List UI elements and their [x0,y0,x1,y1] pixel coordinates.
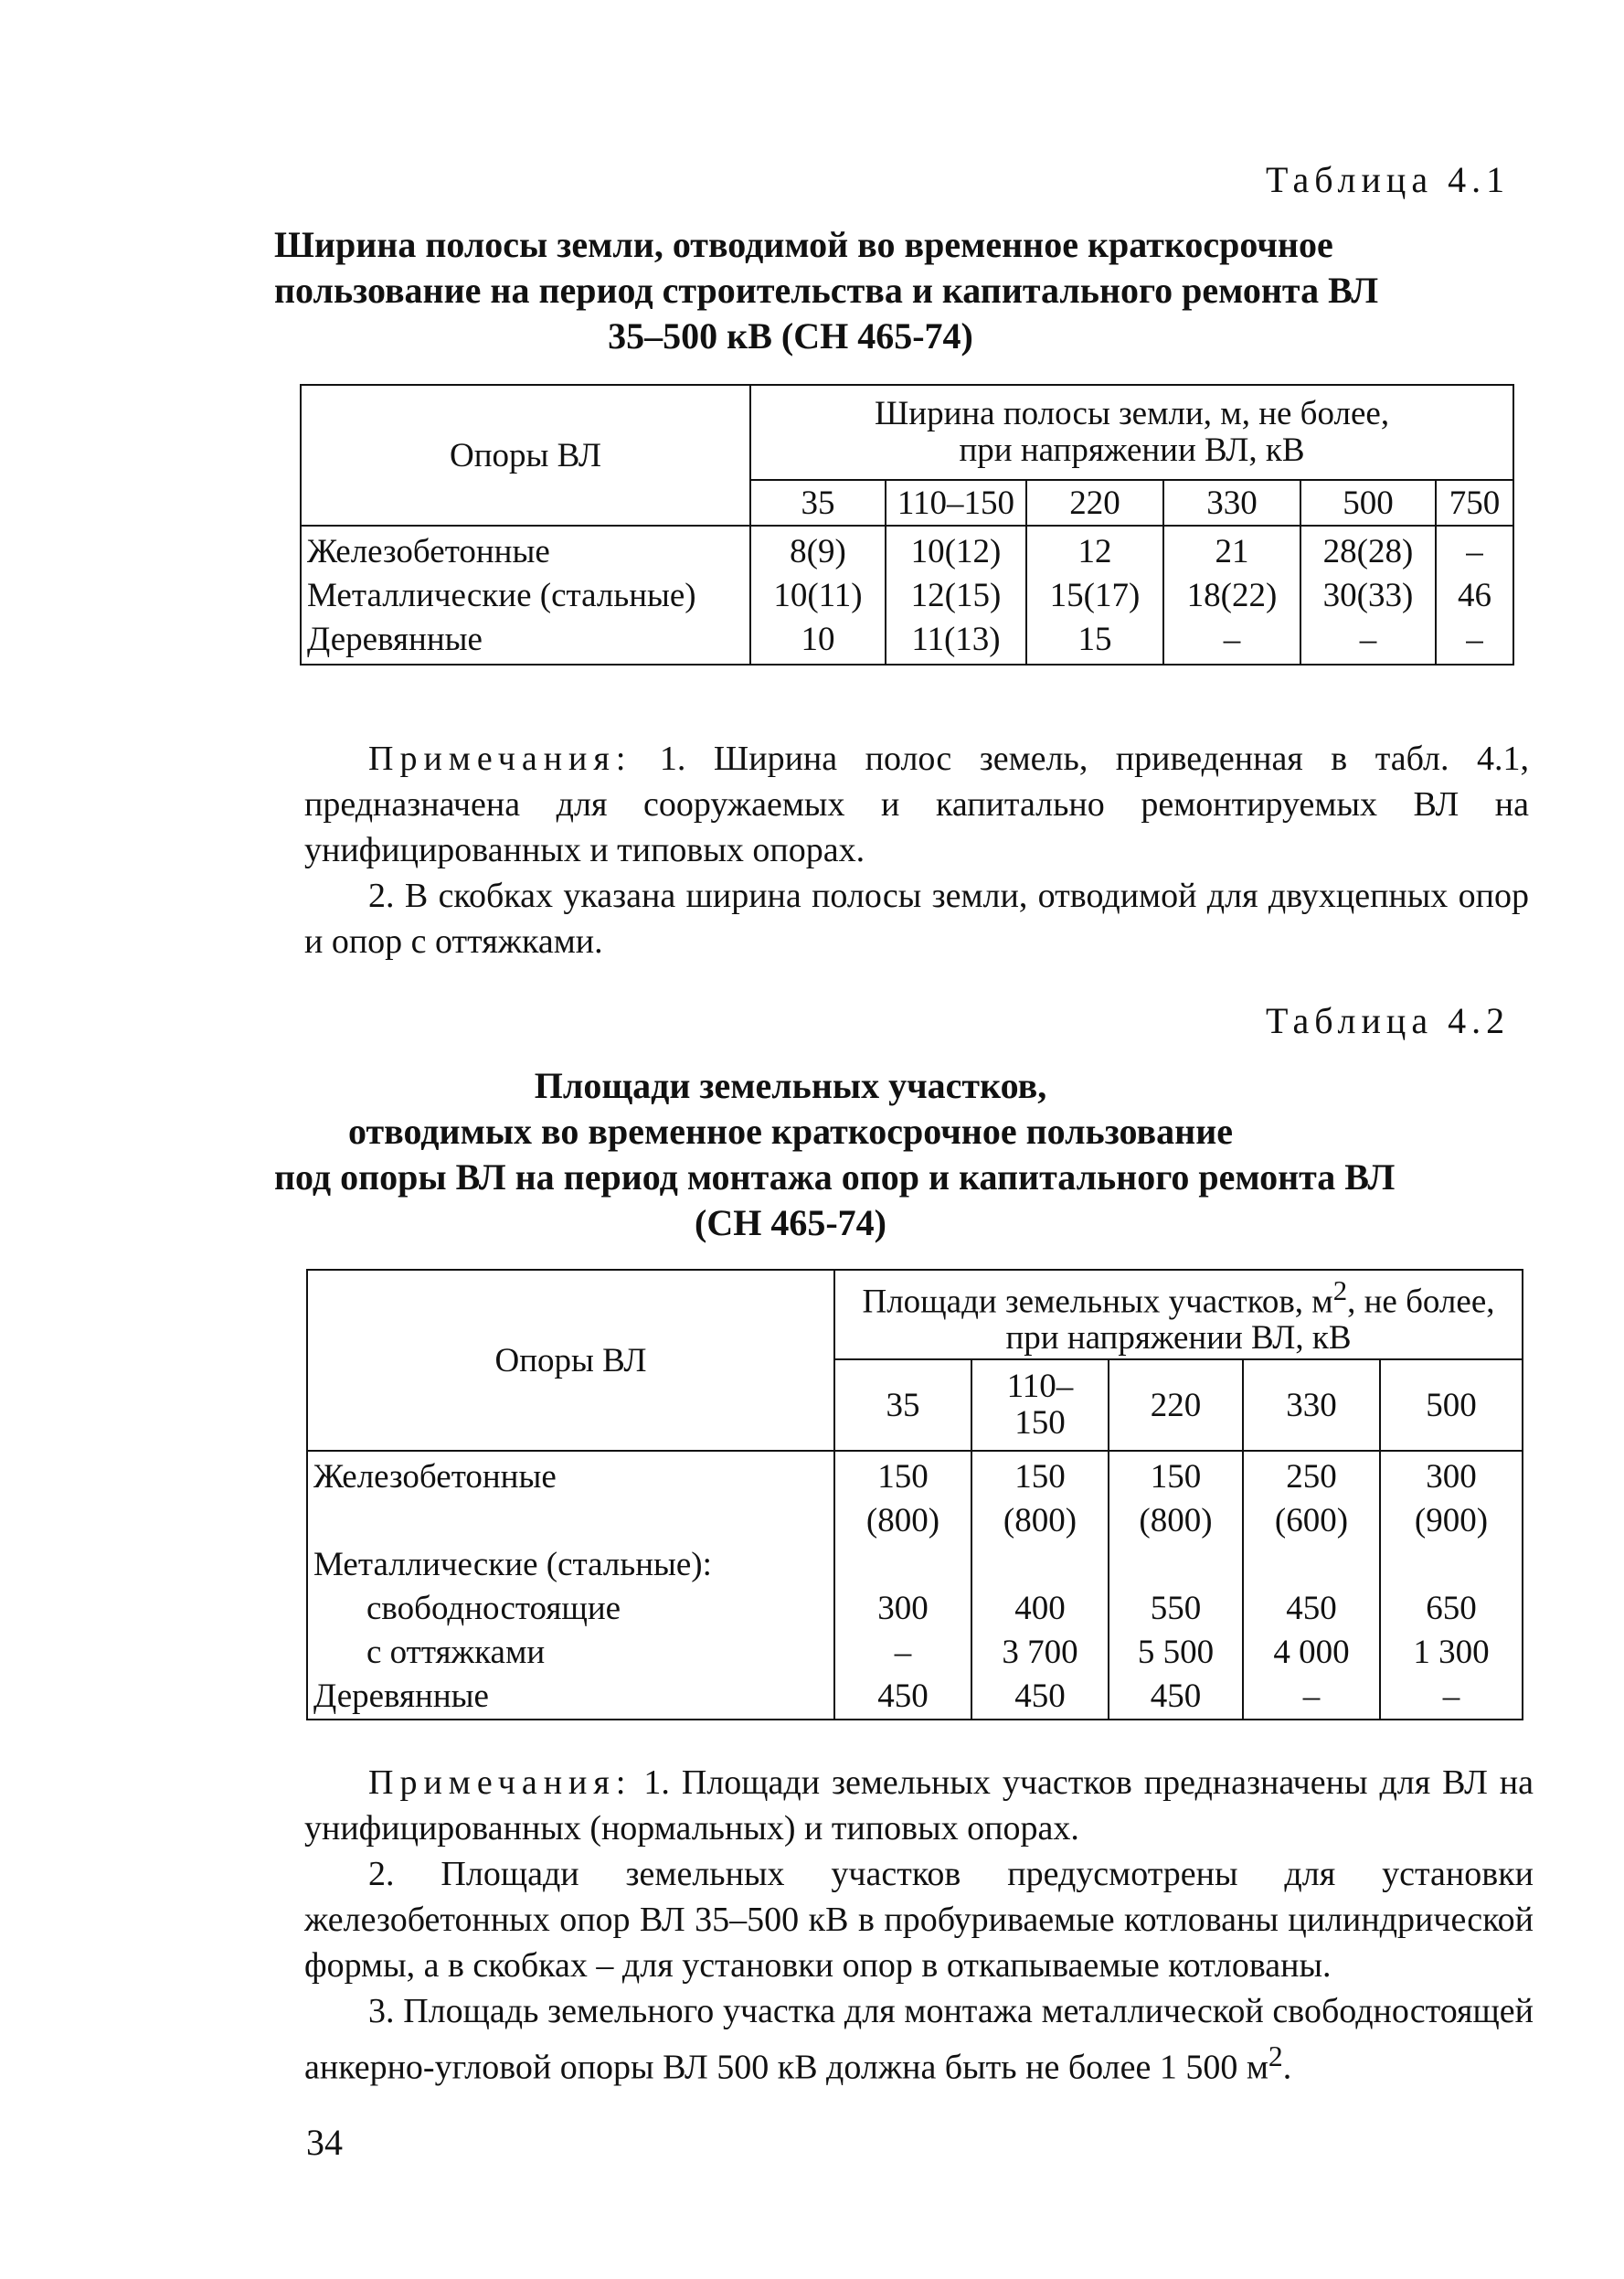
table-cell: – [894,1634,912,1671]
header-row-label: Опоры ВЛ [301,385,750,526]
note: 2. В скобках указана ширина полосы земли, отводимой для двухцепных опор и опор с оттяжками. [304,877,1529,961]
voltage-header: 220 [1109,1359,1243,1451]
table-cell: 15(17) [1049,577,1141,614]
voltage-header: 35 [834,1359,971,1451]
table-cell: 11(13) [911,621,1001,658]
table-cell: 150 [1014,1458,1066,1496]
table-cell: 4 000 [1273,1634,1350,1671]
table-cell: 3 700 [1002,1634,1078,1671]
table-cell: (600) [1274,1502,1349,1539]
table-cell: 550 [1150,1590,1202,1627]
table-cell: 10 [801,621,835,658]
voltage-header: 500 [1380,1359,1523,1451]
table-cell: 10(12) [910,533,1002,570]
row-labels [307,1451,834,1720]
table-cell: 450 [1150,1677,1202,1715]
title-line: под опоры ВЛ на период монтажа опор и капитального ремонта ВЛ [274,1156,1396,1198]
table-cell: 30(33) [1322,577,1414,614]
voltage-header: 500 [1300,480,1436,526]
table-cell: – [1466,533,1483,570]
value-column [1243,1451,1380,1720]
value-column [886,526,1026,665]
land-strip-width-table [300,384,1514,666]
row-labels [301,526,750,665]
table-cell: – [1223,621,1241,658]
table-title [274,1063,1396,1246]
table-cell: 1 300 [1413,1634,1490,1671]
table-cell: 5 500 [1137,1634,1215,1671]
row-label: Деревянные [307,621,483,658]
row-label: с оттяжками [366,1634,546,1671]
table-cell: 8(9) [790,533,846,570]
title-line: Ширина полосы земли, отводимой во временное краткосрочное [274,224,1333,265]
note [304,1760,1534,1851]
table-cell: 650 [1426,1590,1477,1627]
table-cell: 21 [1215,533,1249,570]
table-notes [304,1760,1534,2091]
row-label: Железобетонные [313,1458,557,1496]
header-row-label: Опоры ВЛ [307,1270,834,1451]
table-cell: – [1442,1677,1460,1715]
row-label: Металлические (стальные) [307,577,696,614]
table-cell: 12 [1077,533,1112,570]
title-line: Площади земельных участков, [534,1065,1047,1106]
table-cell: 450 [1286,1590,1337,1627]
value-column [750,526,886,665]
value-column [1026,526,1163,665]
notes-lead: Примечания: [368,740,632,778]
value-column [1436,526,1513,665]
note-text: 1. Площади земельных участков предназначены для ВЛ на унифицированных (нормальных) и типовых опорах. [304,1763,1534,1848]
title-line: 35–500 кВ (СН 465-74) [608,315,973,357]
table-cell: 400 [1014,1590,1066,1627]
note: 2. Площади земельных участков предусмотрены для установки железобетонных опор ВЛ 35–500 кВ в пробуриваемые котлованы цилиндрической формы, а в скобках – для установки опор в откапываемые котлованы. [304,1855,1534,1985]
row-label: Железобетонные [307,533,550,570]
table-cell: – [1302,1677,1321,1715]
header-group-line: Площади земельных участков, $м^2$, не более, [862,1274,1495,1321]
note-text: 1. Ширина полос земель, приведенная в табл. 4.1, предназначена для сооружаемых и капитально ремонтируемых ВЛ на унифицированных и типовых опорах. [304,740,1529,869]
header-group [834,1270,1523,1359]
value-column [1380,1451,1523,1720]
table-cell: 450 [877,1677,929,1715]
table-title [274,222,1379,359]
voltage-header: 110– 150 [971,1359,1109,1451]
voltage-header: 220 [1026,480,1163,526]
table-cell: 46 [1458,577,1491,614]
table-cell: 12(15) [910,577,1002,614]
table-notes [304,736,1529,964]
value-column [1163,526,1300,665]
voltage-header: 35 [750,480,886,526]
table-cell: 18(22) [1186,577,1278,614]
table-label: Таблица 4.2 [1266,1000,1511,1041]
table-cell: – [1466,621,1483,658]
voltage-header: 330 [1163,480,1300,526]
value-column [834,1451,971,1720]
note [304,736,1529,873]
land-plot-area-table [306,1269,1523,1720]
table-cell: 150 [1150,1458,1202,1496]
title-line: (СН 465-74) [695,1202,886,1243]
table-cell: 10(11) [773,577,863,614]
table-cell: 28(28) [1322,533,1414,570]
voltage-header: 750 [1436,480,1513,526]
voltage-header: 330 [1243,1359,1380,1451]
header-group [750,385,1513,480]
table-cell: 450 [1014,1677,1066,1715]
note: 3. Площадь земельного участка для монтажа металлической свободностоящей анкерно-угловой опоры ВЛ 500 кВ должна быть не более 1 500 $м^2$. [304,1992,1534,2087]
header-group-line: при напряжении ВЛ, кВ [959,431,1305,469]
value-column [1300,526,1436,665]
header-group-line: Ширина полосы земли, м, не более, [874,395,1390,432]
row-label: свободностоящие [366,1590,621,1627]
table-label: Таблица 4.1 [1266,159,1511,200]
row-label: Металлические (стальные): [313,1546,712,1583]
table-cell: – [1359,621,1377,658]
table-cell: (800) [1139,1502,1213,1539]
table-cell: 250 [1286,1458,1337,1496]
table-cell: (800) [1003,1502,1077,1539]
table-cell: 300 [1426,1458,1477,1496]
table-cell: (900) [1414,1502,1489,1539]
table-cell: (800) [865,1502,940,1539]
table-cell: 150 [877,1458,929,1496]
table-cell: 300 [877,1590,929,1627]
row-label: Деревянные [313,1677,489,1715]
title-line: пользование на период строительства и капитального ремонта ВЛ [274,270,1379,311]
page-number: 34 [306,2122,343,2163]
value-column [971,1451,1109,1720]
header-group-line: при напряжении ВЛ, кВ [1005,1319,1352,1358]
table-cell: 15 [1077,621,1112,658]
voltage-header: 110–150 [886,480,1026,526]
value-column [1109,1451,1243,1720]
title-line: отводимых во временное краткосрочное пользование [348,1111,1233,1152]
notes-lead: Примечания: [368,1763,632,1802]
